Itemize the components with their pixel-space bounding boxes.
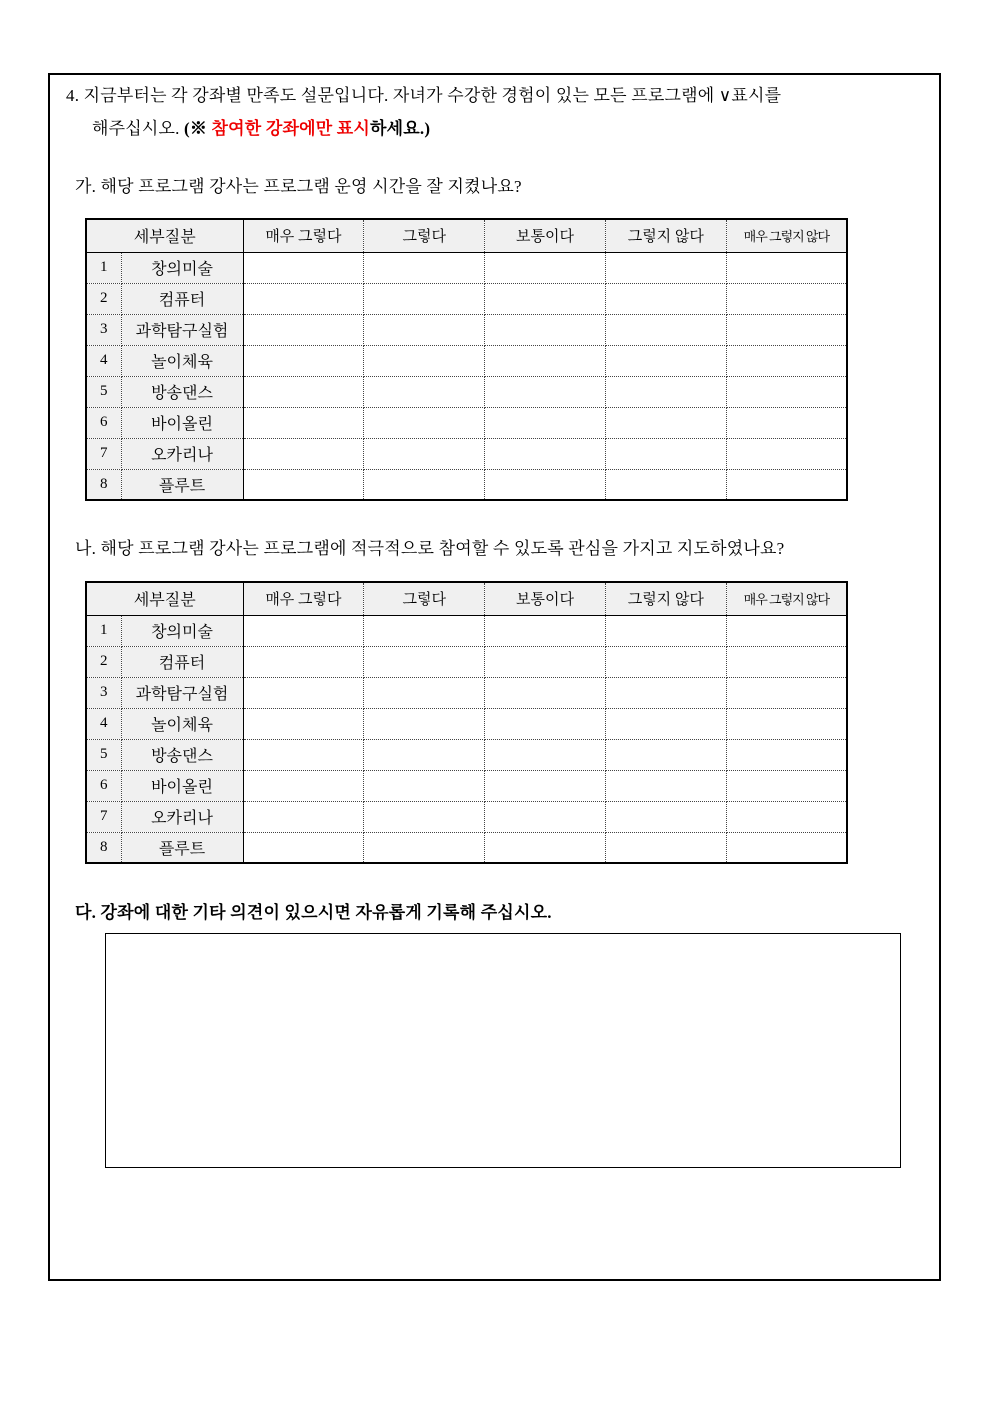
table-row [86, 832, 847, 863]
rating-cell[interactable] [605, 438, 726, 469]
table-row [86, 438, 847, 469]
rating-cell[interactable] [726, 283, 847, 314]
question-4-line2-plain: 해주십시오. [92, 119, 185, 138]
row-number: 3 [86, 677, 121, 708]
table-row [86, 677, 847, 708]
rating-cell[interactable] [485, 801, 606, 832]
rating-cell[interactable] [726, 801, 847, 832]
rating-table-na-wrap [85, 581, 848, 864]
header-row [86, 219, 847, 252]
rating-cell[interactable] [364, 469, 485, 500]
table-row [86, 252, 847, 283]
program-name: 과학탐구실험 [121, 677, 243, 708]
table-row [86, 345, 847, 376]
scale-header-5: 매우 그렇지 않다 [726, 582, 847, 615]
rating-cell[interactable] [726, 376, 847, 407]
scale-header-4: 그렇지 않다 [605, 219, 726, 252]
row-number: 4 [86, 708, 121, 739]
row-number: 5 [86, 739, 121, 770]
rating-cell[interactable] [364, 252, 485, 283]
rating-cell[interactable] [243, 677, 364, 708]
rating-cell[interactable] [243, 646, 364, 677]
rating-cell[interactable] [485, 376, 606, 407]
rating-cell[interactable] [364, 677, 485, 708]
program-name: 컴퓨터 [121, 283, 243, 314]
rating-cell[interactable] [605, 314, 726, 345]
rating-cell[interactable] [605, 252, 726, 283]
rating-cell[interactable] [605, 469, 726, 500]
program-name: 오카리나 [121, 438, 243, 469]
table-row [86, 615, 847, 646]
paren-open: (※ [184, 119, 212, 138]
rating-cell[interactable] [485, 407, 606, 438]
question-4-line2 [66, 112, 911, 145]
rating-table-na [85, 581, 848, 864]
rating-cell[interactable] [485, 677, 606, 708]
scale-header-3: 보통이다 [485, 219, 606, 252]
row-number: 8 [86, 832, 121, 863]
rating-cell[interactable] [364, 770, 485, 801]
scale-header-2: 그렇다 [364, 219, 485, 252]
rating-table-ga [85, 218, 848, 501]
table-row [86, 283, 847, 314]
rating-cell[interactable] [243, 801, 364, 832]
program-name: 플루트 [121, 832, 243, 863]
row-number: 2 [86, 646, 121, 677]
rating-cell[interactable] [485, 469, 606, 500]
question-ga [75, 172, 522, 197]
row-number: 8 [86, 469, 121, 500]
rating-cell[interactable] [364, 801, 485, 832]
detail-header: 세부질분 [86, 582, 243, 615]
rating-cell[interactable] [485, 832, 606, 863]
question-ga-label: 가. [75, 177, 97, 196]
detail-header: 세부질분 [86, 219, 243, 252]
program-name: 플루트 [121, 469, 243, 500]
row-number: 5 [86, 376, 121, 407]
rating-cell[interactable] [726, 407, 847, 438]
rating-cell[interactable] [726, 438, 847, 469]
row-number: 7 [86, 438, 121, 469]
rating-cell[interactable] [364, 708, 485, 739]
page-border [48, 73, 941, 1281]
rating-cell[interactable] [485, 314, 606, 345]
rating-cell[interactable] [485, 615, 606, 646]
scale-header-1: 매우 그렇다 [243, 582, 364, 615]
rating-cell[interactable] [605, 677, 726, 708]
comment-box[interactable] [105, 933, 901, 1168]
question-ga-text: 해당 프로그램 강사는 프로그램 운영 시간을 잘 지켰나요? [100, 177, 522, 196]
row-number: 2 [86, 283, 121, 314]
question-da-label: 다. [75, 903, 97, 922]
rating-cell[interactable] [243, 469, 364, 500]
question-na-label: 나. [75, 539, 97, 558]
program-name: 놀이체육 [121, 708, 243, 739]
program-name: 바이올린 [121, 770, 243, 801]
rating-cell[interactable] [485, 708, 606, 739]
program-name: 오카리나 [121, 801, 243, 832]
rating-cell[interactable] [243, 438, 364, 469]
program-name: 과학탐구실험 [121, 314, 243, 345]
rating-cell[interactable] [726, 832, 847, 863]
rating-cell[interactable] [605, 615, 726, 646]
scale-header-2: 그렇다 [364, 582, 485, 615]
rating-cell[interactable] [605, 708, 726, 739]
rating-cell[interactable] [243, 376, 364, 407]
rating-cell[interactable] [726, 677, 847, 708]
notice-red-text: 참여한 강좌에만 표시 [211, 119, 371, 138]
rating-cell[interactable] [364, 646, 485, 677]
rating-cell[interactable] [726, 646, 847, 677]
program-name: 창의미술 [121, 615, 243, 646]
rating-cell[interactable] [726, 708, 847, 739]
rating-cell[interactable] [243, 615, 364, 646]
row-number: 3 [86, 314, 121, 345]
rating-cell[interactable] [364, 739, 485, 770]
program-name: 창의미술 [121, 252, 243, 283]
row-number: 6 [86, 770, 121, 801]
scale-header-5: 매우 그렇지 않다 [726, 219, 847, 252]
rating-cell[interactable] [364, 407, 485, 438]
question-da-text: 강좌에 대한 기타 의견이 있으시면 자유롭게 기록해 주십시오. [100, 903, 552, 922]
rating-cell[interactable] [726, 739, 847, 770]
table-row [86, 646, 847, 677]
rating-cell[interactable] [605, 376, 726, 407]
rating-cell[interactable] [485, 739, 606, 770]
rating-cell[interactable] [364, 615, 485, 646]
table-row [86, 314, 847, 345]
rating-cell[interactable] [726, 345, 847, 376]
rating-cell[interactable] [364, 376, 485, 407]
rating-cell[interactable] [364, 345, 485, 376]
question-4-text: 지금부터는 각 강좌별 만족도 설문입니다. 자녀가 수강한 경험이 있는 모든 프로그램에 ∨표시를 [83, 86, 782, 105]
scale-header-1: 매우 그렇다 [243, 219, 364, 252]
rating-cell[interactable] [243, 708, 364, 739]
row-number: 4 [86, 345, 121, 376]
table-row [86, 469, 847, 500]
rating-cell[interactable] [243, 283, 364, 314]
rating-cell[interactable] [485, 438, 606, 469]
rating-cell[interactable] [485, 283, 606, 314]
question-da [75, 898, 552, 923]
rating-cell[interactable] [243, 345, 364, 376]
rating-cell[interactable] [243, 314, 364, 345]
rating-cell[interactable] [485, 646, 606, 677]
rating-cell[interactable] [605, 407, 726, 438]
question-4-line1 [66, 79, 911, 112]
rating-cell[interactable] [243, 739, 364, 770]
table-row [86, 739, 847, 770]
rating-cell[interactable] [605, 283, 726, 314]
rating-cell[interactable] [243, 770, 364, 801]
program-name: 바이올린 [121, 407, 243, 438]
rating-cell[interactable] [605, 770, 726, 801]
table-row [86, 770, 847, 801]
table-row [86, 376, 847, 407]
rating-cell[interactable] [605, 646, 726, 677]
scale-header-3: 보통이다 [485, 582, 606, 615]
rating-cell[interactable] [605, 739, 726, 770]
rating-cell[interactable] [364, 283, 485, 314]
row-number: 1 [86, 615, 121, 646]
rating-cell[interactable] [605, 832, 726, 863]
rating-cell[interactable] [726, 770, 847, 801]
header-row [86, 582, 847, 615]
rating-cell[interactable] [726, 615, 847, 646]
scale-header-4: 그렇지 않다 [605, 582, 726, 615]
rating-cell[interactable] [485, 345, 606, 376]
question-na [75, 534, 784, 559]
question-4-number: 4. [66, 86, 80, 105]
rating-cell[interactable] [605, 801, 726, 832]
table-row [86, 708, 847, 739]
row-number: 7 [86, 801, 121, 832]
paren-close: 하세요.) [370, 119, 431, 138]
question-4-intro [66, 79, 911, 145]
rating-cell[interactable] [243, 832, 364, 863]
rating-cell[interactable] [364, 438, 485, 469]
rating-cell[interactable] [726, 314, 847, 345]
row-number: 6 [86, 407, 121, 438]
program-name: 방송댄스 [121, 376, 243, 407]
program-name: 컴퓨터 [121, 646, 243, 677]
program-name: 방송댄스 [121, 739, 243, 770]
row-number: 1 [86, 252, 121, 283]
rating-cell[interactable] [243, 252, 364, 283]
program-name: 놀이체육 [121, 345, 243, 376]
rating-cell[interactable] [364, 832, 485, 863]
rating-cell[interactable] [726, 469, 847, 500]
rating-cell[interactable] [485, 252, 606, 283]
rating-table-ga-wrap [85, 218, 848, 501]
rating-cell[interactable] [364, 314, 485, 345]
table-row [86, 407, 847, 438]
rating-cell[interactable] [485, 770, 606, 801]
table-row [86, 801, 847, 832]
rating-cell[interactable] [726, 252, 847, 283]
rating-cell[interactable] [605, 345, 726, 376]
rating-cell[interactable] [243, 407, 364, 438]
question-na-text: 해당 프로그램 강사는 프로그램에 적극적으로 참여할 수 있도록 관심을 가지고 지도하였나요? [100, 539, 785, 558]
